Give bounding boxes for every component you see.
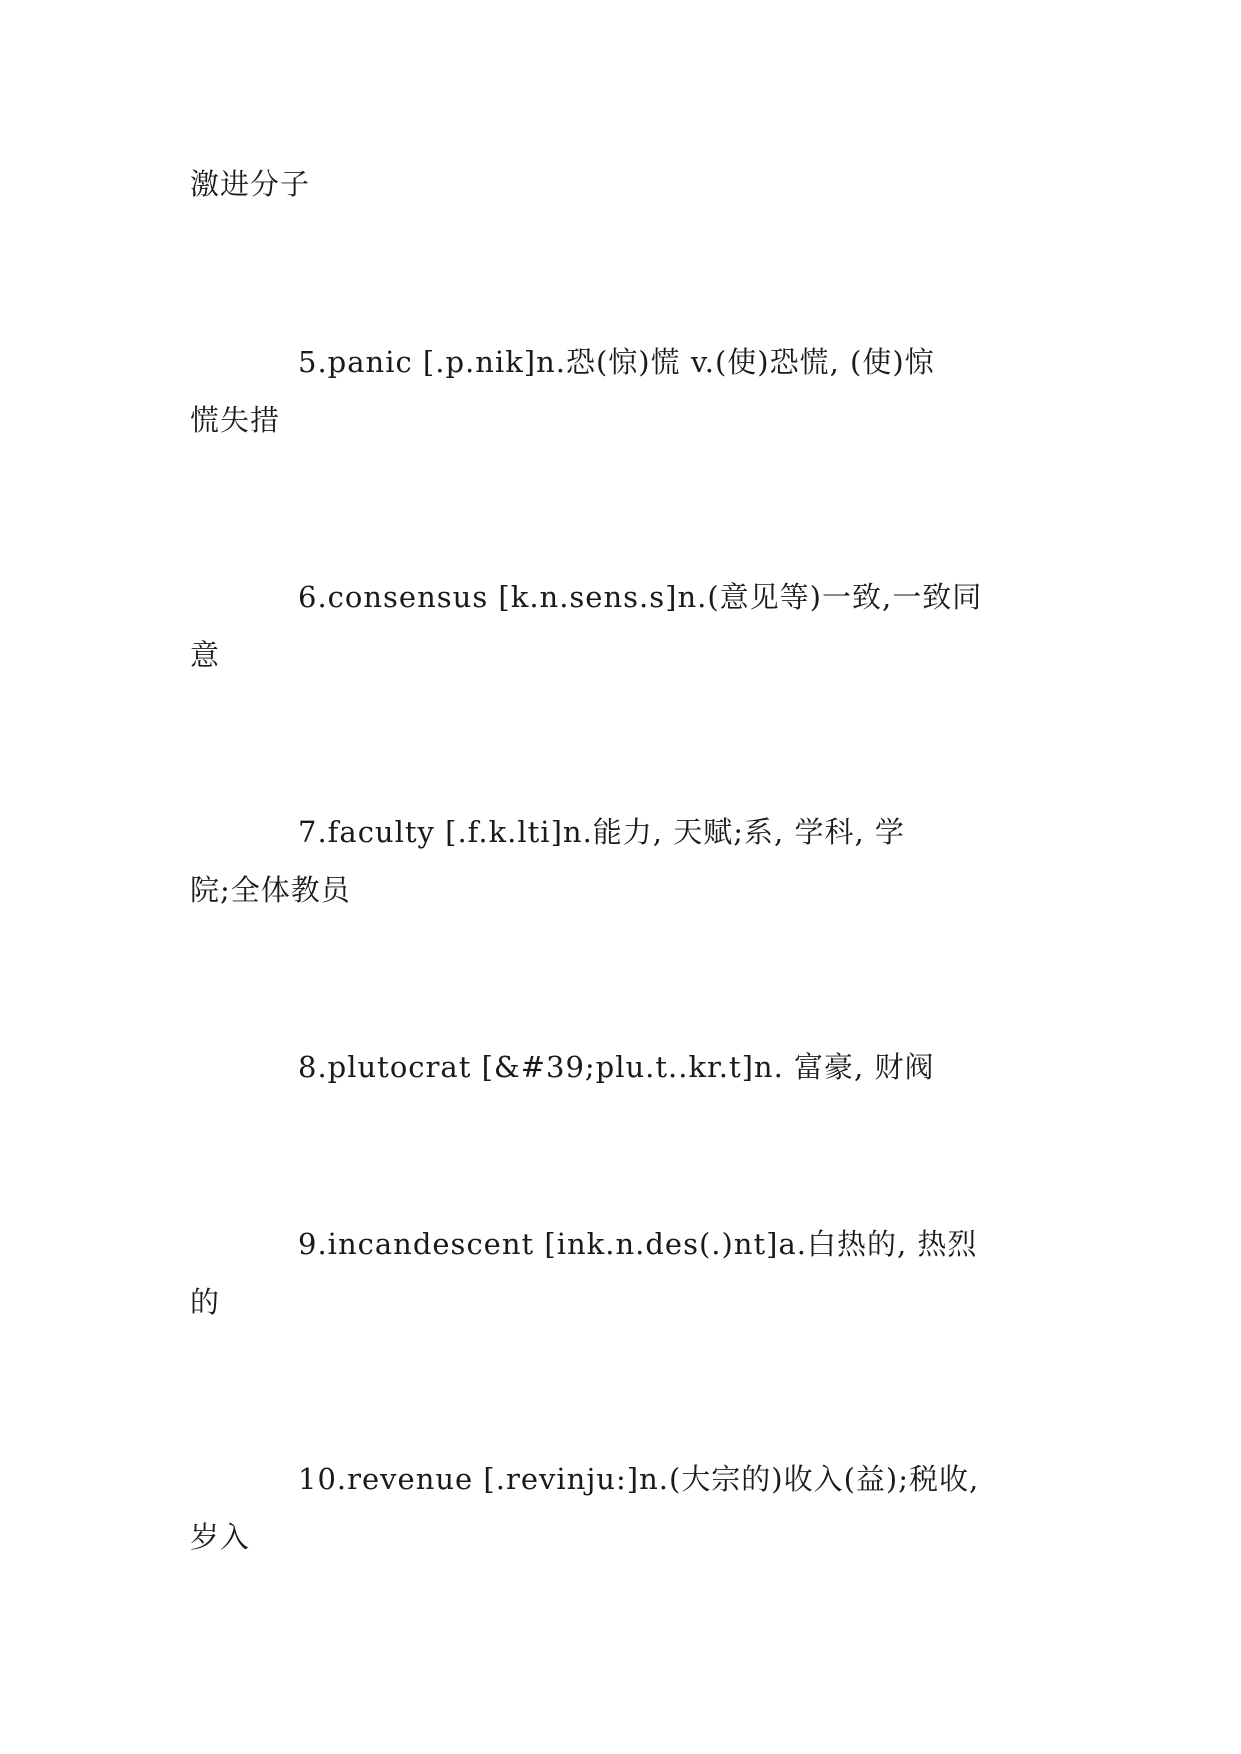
vocab-entry-10: 10.revenue [.revinju:]n.(大宗的)收入(益);税收, <box>298 1462 980 1496</box>
vocab-entry-7-continuation: 院;全体教员 <box>190 873 351 907</box>
vocab-entry-8: 8.plutocrat [&#39;plu.t..kr.t]n. 富豪, 财阀 <box>298 1050 935 1084</box>
vocab-entry-9: 9.incandescent [ink.n.des(.)nt]a.白热的, 热烈 <box>298 1227 978 1261</box>
vocab-entry-5: 5.panic [.p.nik]n.恐(惊)慌 v.(使)恐慌, (使)惊 <box>298 345 935 379</box>
vocab-entry-6: 6.consensus [k.n.sens.s]n.(意见等)一致,一致同 <box>298 580 983 614</box>
text-line-continuation: 激进分子 <box>190 167 311 201</box>
vocab-entry-6-continuation: 意 <box>190 638 221 672</box>
vocab-entry-9-continuation: 的 <box>190 1285 221 1319</box>
vocab-entry-10-continuation: 岁入 <box>190 1520 251 1554</box>
vocab-entry-7: 7.faculty [.f.k.lti]n.能力, 天赋;系, 学科, 学 <box>298 815 905 849</box>
vocab-entry-5-continuation: 慌失措 <box>190 403 281 437</box>
